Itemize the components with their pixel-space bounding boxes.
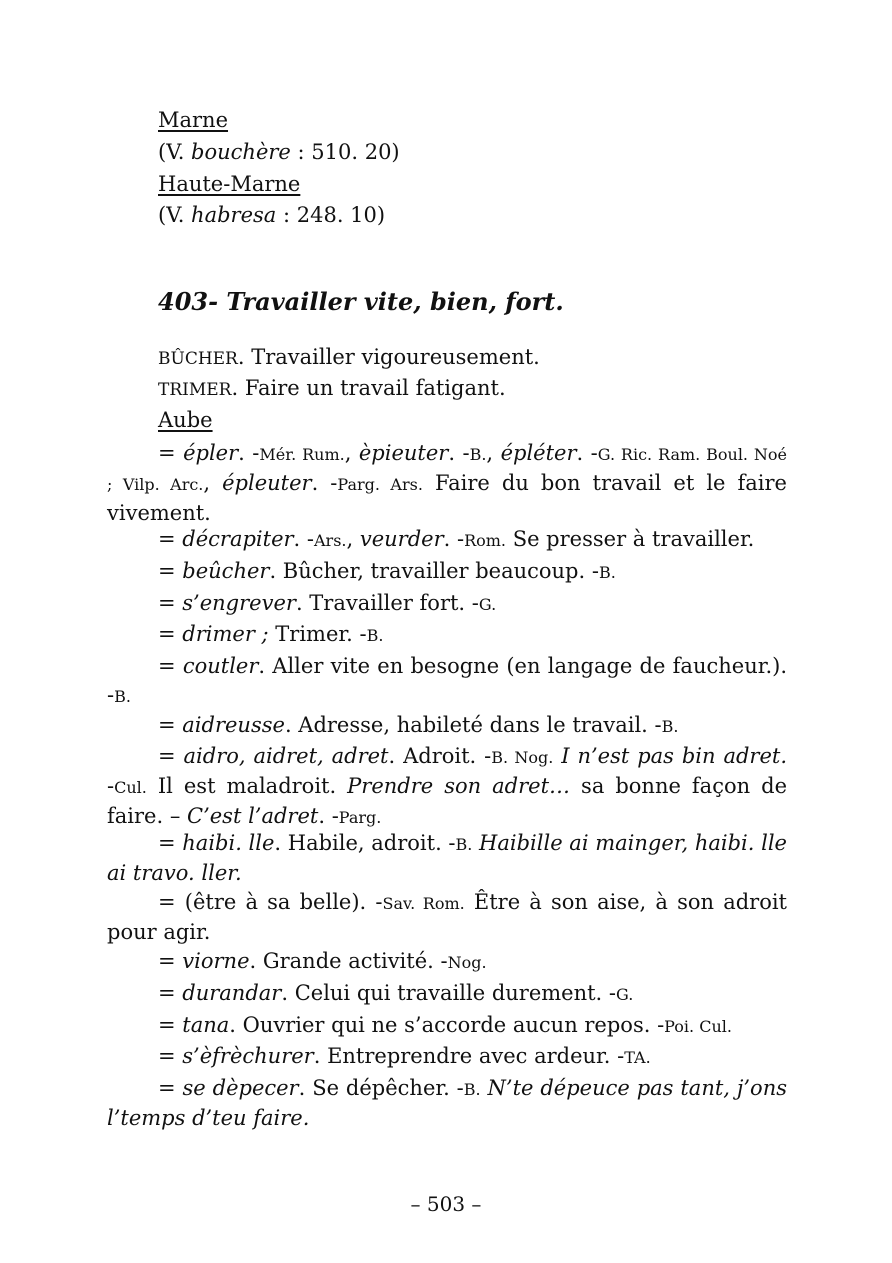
section-title: 403- Travailler vite, bien, fort.: [158, 287, 564, 316]
page-number: – 503 –: [410, 1192, 482, 1216]
dictionary-entry: = décrapiter. -Ars., veurder. -Rom. Se presser à travailler.: [158, 527, 755, 551]
region-heading-haute-marne: Haute-Marne: [158, 172, 301, 196]
region-heading-marne: Marne: [158, 108, 229, 132]
definition-trimer: TRIMER. Faire un travail fatigant.: [158, 376, 506, 400]
dictionary-entry: = haibi. lle. Habile, adroit. -B. Haibille ai mainger, haibi. lle ai travo. ller.: [107, 831, 787, 885]
dictionary-entry: = s’engrever. Travailler fort. -G.: [158, 591, 497, 615]
dictionary-entry: = viorne. Grande activité. -Nog.: [158, 949, 487, 973]
reference-word: bouchère: [191, 140, 291, 164]
dictionary-entry: = drimer ; Trimer. -B.: [158, 622, 384, 646]
dictionary-entry: = beûcher. Bûcher, travailler beaucoup. -B.: [158, 559, 616, 583]
dictionary-entry: = se dèpecer. Se dépêcher. -B. N’te dépeuce pas tant, j’ons l’temps d’teu faire.: [107, 1076, 787, 1130]
cross-reference: (V. bouchère : 510. 20): [158, 140, 400, 164]
dictionary-entry: = (être à sa belle). -Sav. Rom. Être à son aise, à son adroit pour agir.: [107, 890, 787, 944]
dictionary-entry: = aidro, aidret, adret. Adroit. -B. Nog. I n’est pas bin adret. -Cul. Il est maladroit. Prendre son adret… sa bonne façon de faire. – C’est l’adret. -Parg.: [107, 744, 788, 828]
definition-bucher: BÛCHER. Travailler vigoureusement.: [158, 345, 540, 369]
dictionary-entry: = durandar. Celui qui travaille durement. -G.: [158, 981, 634, 1005]
dictionary-entry: = s’èfrèchurer. Entreprendre avec ardeur. -TA.: [158, 1044, 651, 1068]
reference-word: habresa: [191, 203, 277, 227]
region-heading-aube: Aube: [158, 408, 213, 432]
dictionary-entry: = épler. -Mér. Rum., èpieuter. -B., épléter. -G. Ric. Ram. Boul. Noé ; Vilp. Arc., épleuter. -Parg. Ars. Faire du bon travail et le faire vivement.: [107, 441, 787, 525]
dictionary-entry: = aidreusse. Adresse, habileté dans le travail. -B.: [158, 713, 679, 737]
cross-reference: (V. habresa : 248. 10): [158, 203, 386, 227]
dictionary-entry: = tana. Ouvrier qui ne s’accorde aucun repos. -Poi. Cul.: [158, 1013, 732, 1037]
dictionary-entry: = coutler. Aller vite en besogne (en langage de faucheur.). -B.: [107, 654, 787, 707]
